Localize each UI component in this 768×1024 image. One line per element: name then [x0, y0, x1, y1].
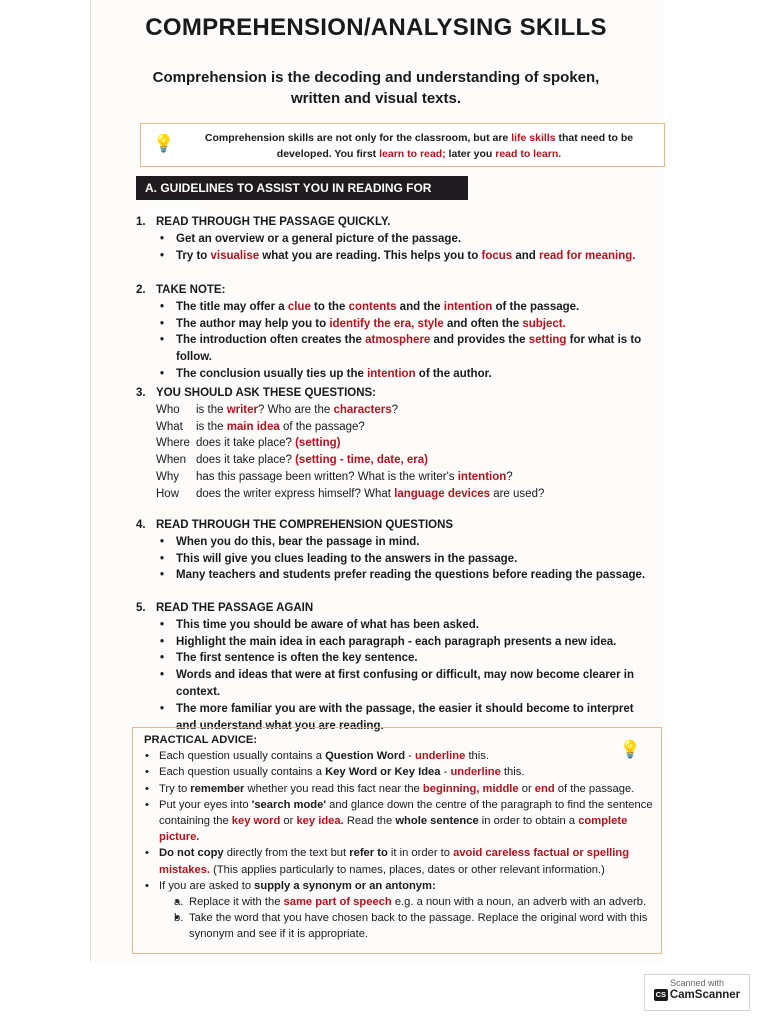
question-row: How does the writer express himself? What language devices are used?: [156, 487, 545, 500]
lightbulb-icon: 💡: [153, 134, 175, 153]
list-item: • Do not copy directly from the text but refer to it in order to avoid careless factual or spelling mistakes. (This applies particularly to names, places, dates or other relevant information.): [144, 845, 656, 877]
list-item: • Highlight the main idea in each paragraph - each paragraph presents a new idea.: [156, 634, 656, 651]
step-heading: YOU SHOULD ASK THESE QUESTIONS:: [156, 387, 377, 399]
step-heading: TAKE NOTE:: [156, 284, 226, 296]
tip-text: Comprehension skills are not only for the classroom, but are life skills that need to be developed. You first learn to read; later you read to learn.: [204, 132, 634, 160]
list-item: • This time you should be aware of what has been asked.: [156, 617, 656, 634]
camscanner-watermark: Scanned with CS CamScanner: [644, 974, 750, 1011]
page-title: COMPREHENSION/ANALYSING SKILLS: [145, 14, 607, 41]
question-row: Who is the writer? Who are the characters?: [156, 403, 399, 416]
step-heading: READ THROUGH THE PASSAGE QUICKLY.: [156, 216, 391, 228]
list-item: • The introduction often creates the atmosphere and provides the setting for what is to follow.: [156, 332, 656, 366]
step-1: 1. READ THROUGH THE PASSAGE QUICKLY. • Get an overview or a general picture of the passage. • Try to visualise what you are reading. This helps you to focus and read for meaning.: [136, 214, 656, 264]
list-item: • Words and ideas that were at first confusing or difficult, may now become clearer in context.: [156, 667, 656, 701]
question-row: Why has this passage been written? What is the writer's intention?: [156, 470, 513, 483]
list-item: • The title may offer a clue to the contents and the intention of the passage.: [156, 299, 656, 316]
sub-item: • b. Take the word that you have chosen back to the passage. Replace the original word with this synonym and see if it is appropriate.: [174, 910, 656, 942]
list-item: • Put your eyes into 'search mode' and glance down the centre of the paragraph to find the sentence containing the key word or key idea. Read the whole sentence in order to obtain a complete picture.: [144, 797, 656, 846]
section-header-bar: A. GUIDELINES TO ASSIST YOU IN READING FOR MEANING:: [136, 176, 468, 200]
tip-box: [140, 123, 665, 167]
list-item: • This will give you clues leading to the answers in the passage.: [156, 551, 656, 568]
step-5: 5. READ THE PASSAGE AGAIN • This time you should be aware of what has been asked. • Highlight the main idea in each paragraph - each paragraph presents a new idea. • The first sentence is often the key sentence. • Words and ideas that were at first confusing or difficult, may now become clearer in context. • The more familiar you are with the passage, the easier it should become to interpret and understand what you are reading.: [136, 600, 656, 734]
step-4: 4. READ THROUGH THE COMPREHENSION QUESTIONS • When you do this, bear the passage in mind. • This will give you clues leading to the answers in the passage. • Many teachers and students prefer reading the questions before reading the passage.: [136, 517, 656, 584]
question-row: Where does it take place? (setting): [156, 437, 341, 450]
list-item: • If you are asked to supply a synonym or an antonym: • a. Replace it with the same part of speech e.g. a noun with a noun, an adverb with an adverb. • b. Take the word that you have chosen back to the passage. Replace the original word with this synonym and see if it is appropriate.: [144, 878, 656, 943]
list-item: • Try to visualise what you are reading. This helps you to focus and read for meaning.: [156, 248, 656, 265]
list-item: • Each question usually contains a Question Word - underline this.: [144, 748, 656, 764]
list-item: • Get an overview or a general picture of the passage.: [156, 231, 656, 248]
sub-item: • a. Replace it with the same part of speech e.g. a noun with a noun, an adverb with an adverb.: [174, 894, 656, 910]
practical-advice: [144, 732, 656, 943]
camscanner-logo-icon: CS: [655, 990, 667, 999]
list-item: • The more familiar you are with the passage, the easier it should become to interpret and understand what you are reading.: [156, 701, 656, 735]
step-3: 3. YOU SHOULD ASK THESE QUESTIONS: Who is the writer? Who are the characters? What is the main idea of the passage? Where does it take place? (setting) When does it take place? (setting - time, date, era) Why has this passage been written? What is the writer's intention? How does the writer express himself? What language devices are used?: [136, 385, 656, 503]
list-item: • The conclusion usually ties up the intention of the author.: [156, 366, 656, 383]
lightbulb-icon: 💡: [619, 740, 641, 759]
step-heading: READ THE PASSAGE AGAIN: [156, 602, 314, 614]
list-item: • Many teachers and students prefer reading the questions before reading the passage.: [156, 567, 656, 584]
step-heading: READ THROUGH THE COMPREHENSION QUESTIONS: [156, 519, 454, 531]
list-item: • The first sentence is often the key sentence.: [156, 650, 656, 667]
advice-heading: PRACTICAL ADVICE:: [144, 734, 258, 746]
page-subtitle: Comprehension is the decoding and understanding of spoken, written and visual texts.: [152, 69, 600, 107]
list-item: • Try to remember whether you read this fact near the beginning, middle or end of the passage.: [144, 781, 656, 797]
question-row: When does it take place? (setting - time, date, era): [156, 454, 429, 467]
step-2: 2. TAKE NOTE: • The title may offer a clue to the contents and the intention of the passage. • The author may help you to identify the era, style and often the subject. • The introduction often creates the atmosphere and provides the setting for what is to follow. • The conclusion usually ties up the intention of the author.: [136, 282, 656, 383]
list-item: • The author may help you to identify the era, style and often the subject.: [156, 316, 656, 333]
list-item: • When you do this, bear the passage in mind.: [156, 534, 656, 551]
question-row: What is the main idea of the passage?: [156, 420, 365, 433]
list-item: • Each question usually contains a Key Word or Key Idea - underline this.: [144, 764, 656, 780]
